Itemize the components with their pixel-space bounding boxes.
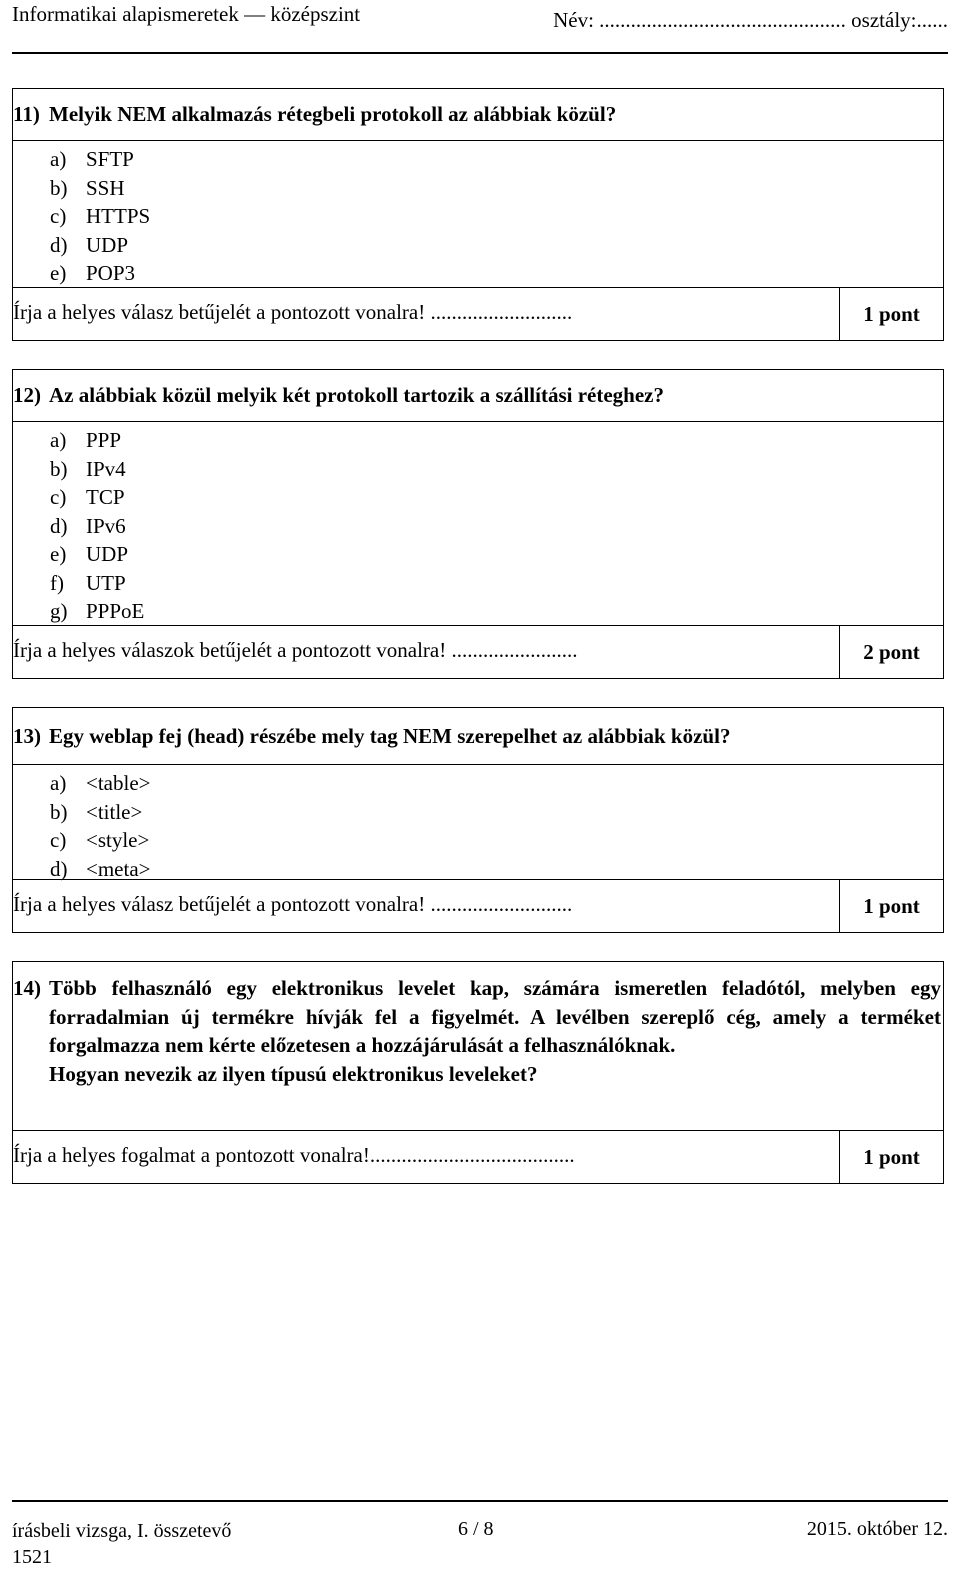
option-item: c) <style> [50,828,150,852]
points-cell: 2 pont [839,626,943,678]
question-number: 14) [13,976,41,1000]
answer-instruction[interactable]: Írja a helyes fogalmat a pontozott vonalra!....................................... [13,1143,575,1167]
question-title [13,89,943,141]
option-item: a) PPP [50,428,122,452]
points-cell: 1 pont [839,288,943,340]
header-subject: Informatikai alapismeretek — középszint [12,2,361,26]
question-text: Melyik NEM alkalmazás rétegbeli protokoll az alábbiak közül? [49,102,617,126]
option-item: b) SSH [50,175,125,200]
footer-exam-info: írásbeli vizsga, I. összetevő 1521 [12,1520,232,1568]
question-prompt: Hogyan nevezik az ilyen típusú elektronikus leveleket? [49,1061,538,1086]
answer-row [13,287,943,340]
option-item: d) <meta> [50,856,151,881]
option-item: d) IPv6 [50,513,126,538]
option-list [13,422,943,630]
option-item: b) IPv4 [50,456,126,481]
option-list [13,141,943,292]
question-number: 11) [13,102,40,126]
option-item: g) PPPoE [50,599,145,623]
answer-instruction[interactable]: Írja a helyes válasz betűjelét a pontozott vonalra! ........................... [13,300,573,324]
question-body [13,962,943,1088]
question-12 [12,369,944,679]
option-list [13,765,943,887]
question-13 [12,707,944,933]
option-item: f) UTP [50,570,126,595]
footer-date: 2015. október 12. [806,1518,948,1540]
question-text: Az alábbiak közül melyik két protokoll tartozik a szállítási réteghez? [49,383,664,407]
question-14 [12,961,944,1184]
question-number: 13) [13,723,41,748]
question-title [13,370,943,422]
points-cell: 1 pont [839,1131,943,1183]
option-item: e) UDP [50,542,129,566]
option-item: d) UDP [50,232,129,257]
option-item: c) HTTPS [50,204,151,228]
option-item: a) SFTP [50,147,134,171]
answer-row [13,879,943,932]
question-text: Egy weblap fej (head) részébe mely tag NEM szerepelhet az alábbiak közül? [49,723,731,748]
question-11 [12,88,944,341]
page-header [12,0,948,36]
header-name-class: Név: ............................................... osztály:...... [553,8,948,32]
answer-instruction[interactable]: Írja a helyes válasz betűjelét a pontozott vonalra! ........................... [13,892,573,916]
answer-row [13,1130,943,1183]
footer-divider [12,1500,948,1502]
option-item: e) POP3 [50,261,136,285]
question-title [13,708,943,765]
question-number: 12) [13,383,41,407]
header-divider [12,52,948,54]
option-item: a) <table> [50,771,151,795]
option-item: c) TCP [50,485,125,509]
option-item: b) <title> [50,799,143,824]
answer-row [13,625,943,678]
footer-page-number: 6 / 8 [458,1518,494,1540]
answer-instruction[interactable]: Írja a helyes válaszok betűjelét a pontozott vonalra! ........................ [13,638,578,662]
points-cell: 1 pont [839,880,943,932]
question-text: Több felhasználó egy elektronikus levelet kap, számára ismeretlen feladótól, melyben egy forradalmian új termékre hívják fel a figyelmét. A levélben szereplő cég, amely a terméket forgalmazza nem kérte előzetesen a hozzájárulását a felhasználóknak. [49,976,941,1057]
